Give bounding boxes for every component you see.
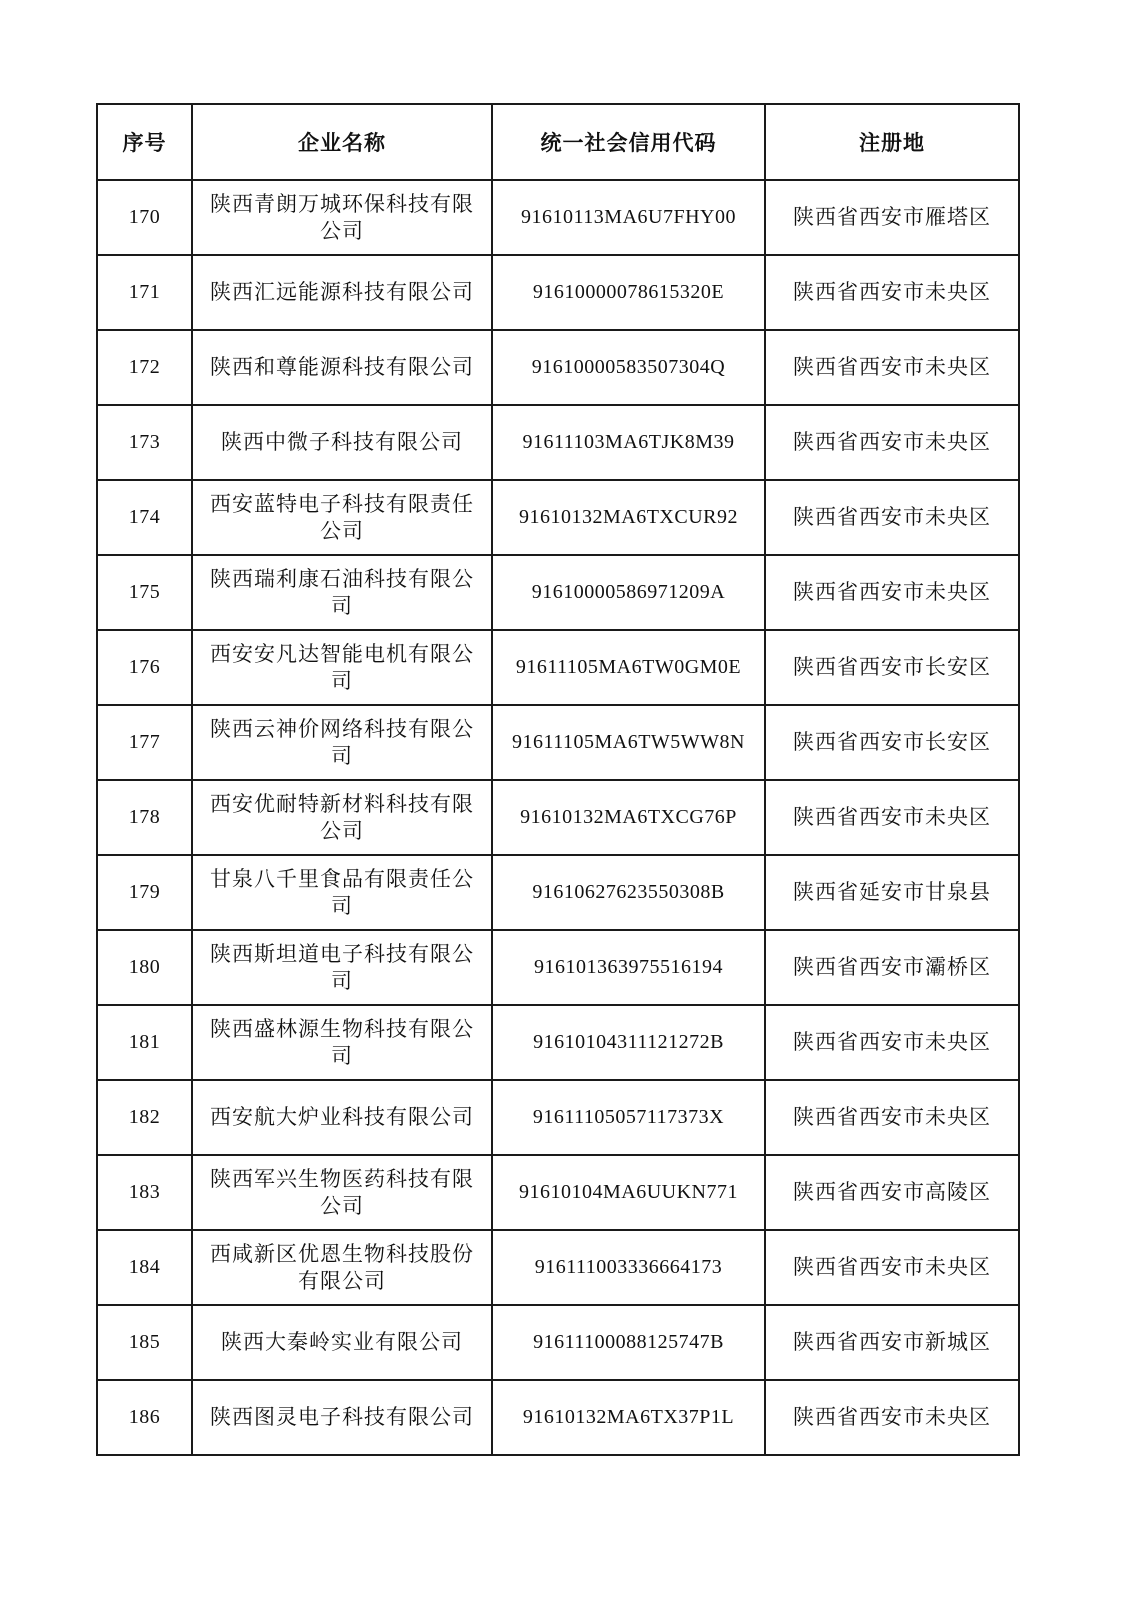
row-index: 186 — [97, 1380, 192, 1455]
registered-address: 陕西省西安市未央区 — [765, 1380, 1019, 1455]
table-header — [97, 104, 1019, 180]
registered-address: 陕西省西安市未央区 — [765, 555, 1019, 630]
row-index: 183 — [97, 1155, 192, 1230]
table-row — [97, 780, 1019, 855]
table-row — [97, 1305, 1019, 1380]
company-name: 陕西青朗万城环保科技有限公司 — [192, 180, 492, 255]
row-index: 170 — [97, 180, 192, 255]
company-name: 陕西汇远能源科技有限公司 — [192, 255, 492, 330]
row-index: 171 — [97, 255, 192, 330]
row-index: 172 — [97, 330, 192, 405]
row-index: 175 — [97, 555, 192, 630]
credit-code: 91610104MA6UUKN771 — [492, 1155, 765, 1230]
row-index: 179 — [97, 855, 192, 930]
table-row — [97, 255, 1019, 330]
company-name: 陕西瑞利康石油科技有限公司 — [192, 555, 492, 630]
credit-code: 91611100088125747B — [492, 1305, 765, 1380]
row-index: 182 — [97, 1080, 192, 1155]
registered-address: 陕西省西安市未央区 — [765, 330, 1019, 405]
company-name: 西安航大炉业科技有限公司 — [192, 1080, 492, 1155]
header-credit-code: 统一社会信用代码 — [492, 104, 765, 180]
registered-address: 陕西省西安市未央区 — [765, 780, 1019, 855]
company-name: 陕西和尊能源科技有限公司 — [192, 330, 492, 405]
credit-code: 91610104311121272B — [492, 1005, 765, 1080]
row-index: 177 — [97, 705, 192, 780]
header-company: 企业名称 — [192, 104, 492, 180]
row-index: 184 — [97, 1230, 192, 1305]
table-row — [97, 855, 1019, 930]
row-index: 178 — [97, 780, 192, 855]
credit-code: 91611105057117373X — [492, 1080, 765, 1155]
company-name: 陕西军兴生物医药科技有限公司 — [192, 1155, 492, 1230]
company-name: 西咸新区优恩生物科技股份有限公司 — [192, 1230, 492, 1305]
company-name: 甘泉八千里食品有限责任公司 — [192, 855, 492, 930]
registered-address: 陕西省西安市高陵区 — [765, 1155, 1019, 1230]
header-index: 序号 — [97, 104, 192, 180]
credit-code: 91611103MA6TJK8M39 — [492, 405, 765, 480]
company-name: 西安优耐特新材料科技有限公司 — [192, 780, 492, 855]
company-name: 陕西云神价网络科技有限公司 — [192, 705, 492, 780]
row-index: 176 — [97, 630, 192, 705]
table-row — [97, 705, 1019, 780]
row-index: 173 — [97, 405, 192, 480]
registered-address: 陕西省西安市灞桥区 — [765, 930, 1019, 1005]
credit-code: 91610000583507304Q — [492, 330, 765, 405]
table-body — [97, 180, 1019, 1455]
registered-address: 陕西省延安市甘泉县 — [765, 855, 1019, 930]
row-index: 180 — [97, 930, 192, 1005]
credit-code: 91610132MA6TX37P1L — [492, 1380, 765, 1455]
registered-address: 陕西省西安市未央区 — [765, 255, 1019, 330]
table-row — [97, 1380, 1019, 1455]
table-row — [97, 330, 1019, 405]
registered-address: 陕西省西安市未央区 — [765, 1230, 1019, 1305]
company-name: 陕西中微子科技有限公司 — [192, 405, 492, 480]
table-row — [97, 405, 1019, 480]
table-row — [97, 180, 1019, 255]
row-index: 181 — [97, 1005, 192, 1080]
registered-address: 陕西省西安市新城区 — [765, 1305, 1019, 1380]
company-name: 陕西图灵电子科技有限公司 — [192, 1380, 492, 1455]
table-row — [97, 630, 1019, 705]
registered-address: 陕西省西安市未央区 — [765, 1005, 1019, 1080]
credit-code: 91610000586971209A — [492, 555, 765, 630]
company-name: 陕西斯坦道电子科技有限公司 — [192, 930, 492, 1005]
credit-code: 91610132MA6TXCUR92 — [492, 480, 765, 555]
registered-address: 陕西省西安市长安区 — [765, 630, 1019, 705]
registered-address: 陕西省西安市未央区 — [765, 1080, 1019, 1155]
credit-code: 91610132MA6TXCG76P — [492, 780, 765, 855]
header-row — [97, 104, 1019, 180]
table-row — [97, 480, 1019, 555]
table-row — [97, 1005, 1019, 1080]
company-name: 陕西盛林源生物科技有限公司 — [192, 1005, 492, 1080]
registered-address: 陕西省西安市雁塔区 — [765, 180, 1019, 255]
company-name: 陕西大秦岭实业有限公司 — [192, 1305, 492, 1380]
registered-address: 陕西省西安市未央区 — [765, 405, 1019, 480]
registered-address: 陕西省西安市长安区 — [765, 705, 1019, 780]
table-row — [97, 555, 1019, 630]
header-address: 注册地 — [765, 104, 1019, 180]
credit-code: 91610000078615320E — [492, 255, 765, 330]
row-index: 174 — [97, 480, 192, 555]
row-index: 185 — [97, 1305, 192, 1380]
credit-code: 916111003336664173 — [492, 1230, 765, 1305]
table-row — [97, 1230, 1019, 1305]
table-row — [97, 930, 1019, 1005]
enterprise-table — [96, 103, 1020, 1456]
table-row — [97, 1080, 1019, 1155]
company-name: 西安蓝特电子科技有限责任公司 — [192, 480, 492, 555]
registered-address: 陕西省西安市未央区 — [765, 480, 1019, 555]
credit-code: 916101363975516194 — [492, 930, 765, 1005]
credit-code: 91611105MA6TW5WW8N — [492, 705, 765, 780]
credit-code: 91610113MA6U7FHY00 — [492, 180, 765, 255]
credit-code: 91611105MA6TW0GM0E — [492, 630, 765, 705]
company-name: 西安安凡达智能电机有限公司 — [192, 630, 492, 705]
credit-code: 91610627623550308B — [492, 855, 765, 930]
table-row — [97, 1155, 1019, 1230]
